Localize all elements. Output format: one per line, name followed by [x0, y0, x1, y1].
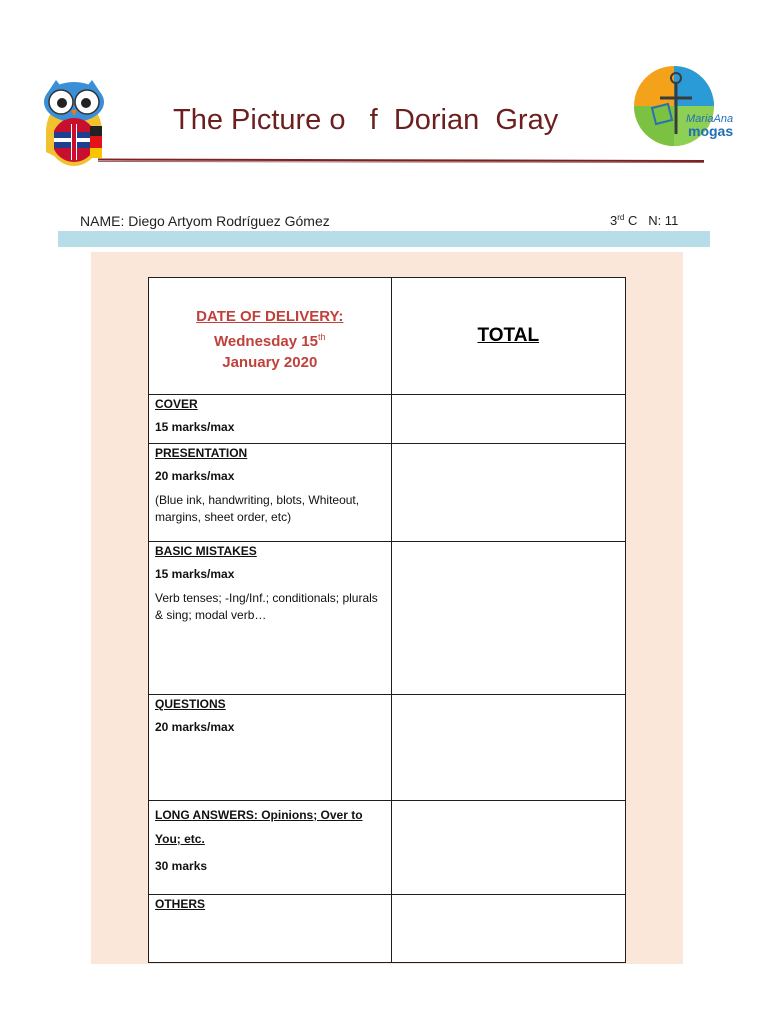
- table-row: [149, 395, 626, 444]
- school-logo-text-top: MariaAna: [686, 113, 734, 125]
- school-logo-text-bottom: mogas: [688, 123, 734, 139]
- header-band: [58, 231, 710, 247]
- student-name: NAME: Diego Artyom Rodríguez Gómez: [80, 213, 330, 229]
- row-heading: BASIC MISTAKES: [155, 544, 257, 558]
- row-marks: 20 marks/max: [155, 469, 235, 483]
- total-cell: [391, 278, 625, 395]
- score-cell: [391, 695, 625, 801]
- row-heading: COVER: [155, 397, 198, 411]
- score-cell: [391, 895, 625, 963]
- score-cell: [391, 444, 625, 542]
- row-heading: LONG ANSWERS: Opinions; Over to You; etc.: [155, 808, 363, 846]
- title-underline: [98, 158, 704, 163]
- total-label: TOTAL: [477, 325, 540, 346]
- owl-logo-icon: [40, 74, 108, 168]
- student-class: [610, 213, 678, 228]
- row-marks: 15 marks/max: [155, 567, 235, 581]
- row-heading: QUESTIONS: [155, 697, 226, 711]
- grade-suffix: rd: [617, 213, 625, 222]
- row-heading: PRESENTATION: [155, 446, 248, 460]
- delivery-day: Wednesday 15th: [214, 332, 326, 350]
- row-details: Verb tenses; -Ing/Inf.; conditionals; plurals & sing; modal verb…: [155, 591, 378, 622]
- table-row: [149, 444, 626, 542]
- row-marks: 15 marks/max: [155, 420, 235, 434]
- document-title: The Picture o f Dorian Gray: [173, 104, 559, 136]
- table-row: [149, 695, 626, 801]
- grade-number: 3: [610, 213, 618, 228]
- grading-table: [148, 277, 626, 963]
- row-details: (Blue ink, handwriting, blots, Whiteout, margins, sheet order, etc): [155, 493, 360, 524]
- class-and-number: C N: 11: [624, 213, 679, 228]
- table-row: [149, 542, 626, 695]
- delivery-cell: [149, 278, 392, 395]
- score-cell: [391, 395, 625, 444]
- school-logo-icon: [630, 64, 734, 148]
- table-header-row: [149, 278, 626, 395]
- table-row: [149, 895, 626, 963]
- delivery-month-year: January 2020: [222, 354, 318, 371]
- row-marks: 20 marks/max: [155, 720, 235, 734]
- table-row: [149, 801, 626, 895]
- score-cell: [391, 801, 625, 895]
- delivery-label: DATE OF DELIVERY:: [196, 308, 344, 325]
- score-cell: [391, 542, 625, 695]
- row-marks: 30 marks: [155, 859, 208, 873]
- row-heading: OTHERS: [155, 897, 206, 911]
